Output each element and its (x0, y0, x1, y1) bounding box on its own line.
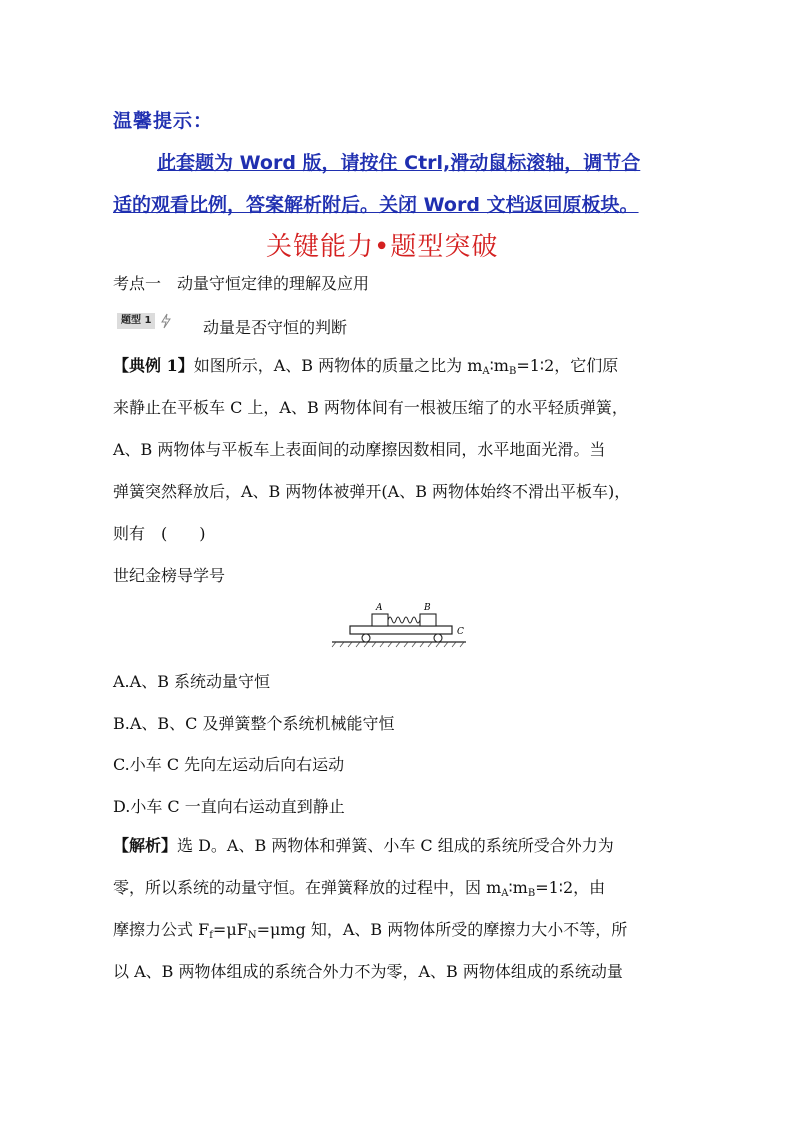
subscript-a: A (501, 888, 509, 899)
cart-wheel-left (362, 634, 370, 642)
analysis-text: 摩擦力公式 F (113, 920, 210, 939)
subscript-n: N (247, 930, 257, 941)
analysis-line-1 (113, 836, 713, 856)
analysis-text: 零，所以系统的动量守恒。在弹簧释放的过程中，因 m (113, 878, 502, 897)
example-source: 世纪金榜导学号 (113, 566, 226, 585)
block-a (372, 614, 388, 626)
analysis-line-4: 以 A、B 两物体组成的系统合外力不为零，A、B 两物体组成的系统动量 (113, 962, 623, 981)
example-text: =1∶2，它们原 (516, 356, 619, 375)
analysis-text: ∶m (508, 878, 528, 897)
analysis-line-3 (113, 920, 713, 946)
tixing-badge-text: 题型 1 (117, 313, 155, 329)
option-a: A.A、B 系统动量守恒 (113, 672, 271, 691)
example-tag: 【典例 1】 (113, 356, 194, 375)
analysis-text: =μmg 知，A、B 两物体所受的摩擦力大小不等，所 (256, 920, 628, 939)
example-text: 如图所示，A、B 两物体的质量之比为 m (193, 356, 483, 375)
label-b: B (424, 603, 431, 613)
subscript-b: B (508, 366, 517, 377)
lightning-icon (159, 313, 173, 329)
subscript-b: B (527, 888, 536, 899)
tip-line-2: 适的观看比例，答案解析附后。关闭 Word 文档返回原板块。 (113, 194, 639, 216)
cart-c (350, 626, 452, 634)
option-b: B.A、B、C 及弹簧整个系统机械能守恒 (113, 714, 395, 733)
analysis-line-2 (113, 878, 713, 904)
example-line-3: A、B 两物体与平板车上表面间的动摩擦因数相同，水平地面光滑。当 (113, 440, 606, 459)
subscript-a: A (482, 366, 490, 377)
tixing-badge (117, 313, 171, 329)
label-a: A (376, 603, 383, 613)
example-line-2: 来静止在平板车 C 上，A、B 两物体间有一根被压缩了的水平轻质弹簧， (113, 398, 628, 417)
analysis-tag: 【解析】 (113, 836, 178, 855)
analysis-text: =μF (212, 920, 248, 939)
option-d: D.小车 C 一直向右运动直到静止 (113, 797, 345, 816)
cart-wheel-right (434, 634, 442, 642)
spring (388, 617, 420, 623)
subscript-f: f (209, 930, 213, 941)
option-c: C.小车 C 先向左运动后向右运动 (113, 755, 345, 774)
analysis-text: 选 D。A、B 两物体和弹簧、小车 C 组成的系统所受合外力为 (177, 836, 614, 855)
section-title: 关键能力•题型突破 (266, 232, 499, 262)
example-text: ∶m (489, 356, 509, 375)
label-c: C (457, 627, 464, 637)
example-line-1 (113, 356, 713, 382)
kaodian-heading: 考点一 动量守恒定律的理解及应用 (113, 274, 370, 293)
tip-line-1: 此套题为 Word 版，请按住 Ctrl,滑动鼠标滚轴，调节合 (157, 152, 641, 174)
cart-spring-figure (330, 597, 470, 649)
example-line-4: 弹簧突然释放后，A、B 两物体被弹开(A、B 两物体始终不滑出平板车)， (113, 482, 631, 501)
block-b (420, 614, 436, 626)
analysis-text: =1∶2，由 (535, 878, 606, 897)
tixing-label: 动量是否守恒的判断 (203, 318, 348, 337)
example-line-5: 则有 ( ) (113, 524, 206, 543)
tip-title: 温馨提示： (113, 110, 214, 132)
